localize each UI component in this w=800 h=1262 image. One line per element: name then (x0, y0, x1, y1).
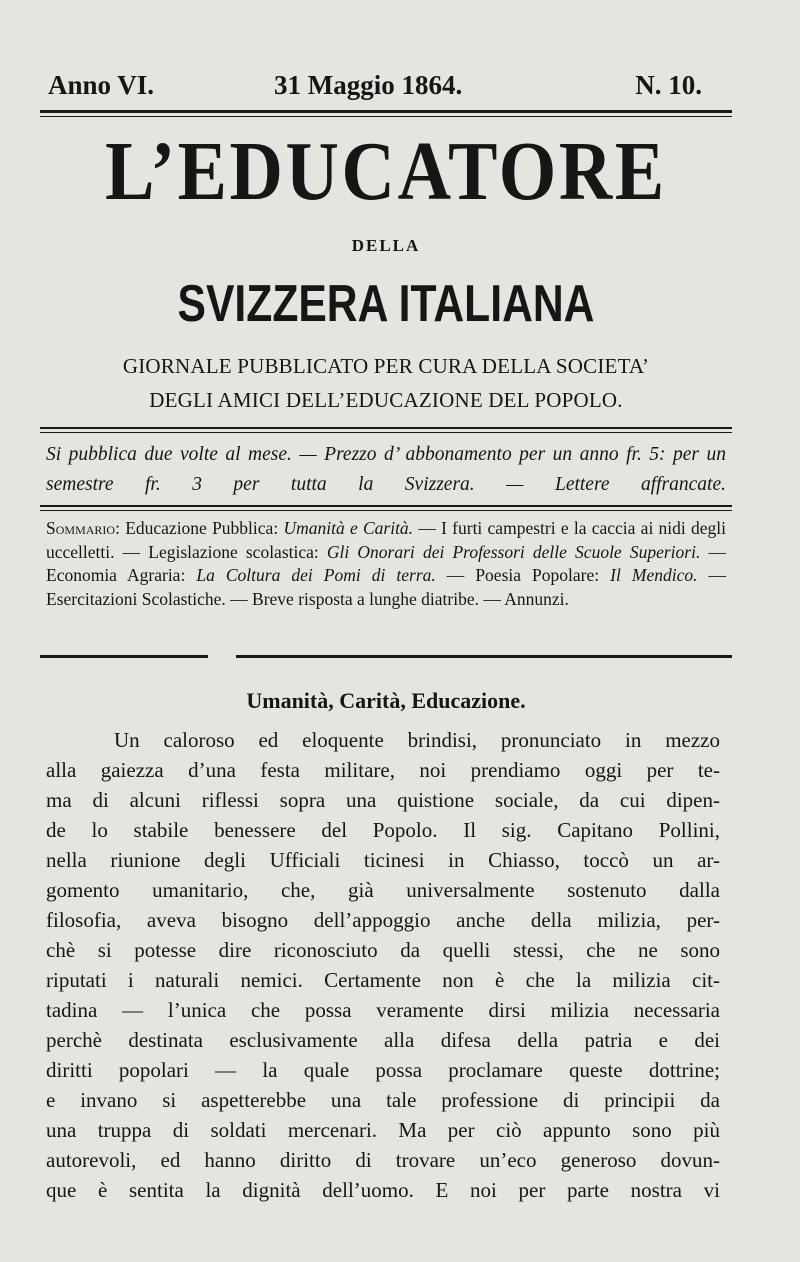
summary-section: — Poesia Popolare: (446, 565, 600, 585)
article-line: Un caloroso ed eloquente brindisi, pronunciato in mezzo (114, 728, 720, 752)
article-line: diritti popolari — la quale possa proclamare queste dottrine; (46, 1058, 720, 1082)
article-line: filosofia, aveva bisogno dell’appoggio anche della milizia, per- (46, 908, 720, 932)
masthead-title: L’EDUCATORE (105, 125, 667, 218)
article-line: autorevoli, ed hanno diritto di trovare un’eco generoso dovun- (46, 1148, 720, 1172)
summary-article-title: Il Mendico. (610, 565, 698, 585)
summary-article-title: Gli Onorari dei Professori delle Scuole Superiori. (326, 541, 701, 562)
article-line: e invano si aspetterebbe una tale professione di principii da (46, 1088, 720, 1112)
issue-year: Anno VI. (48, 70, 155, 100)
top-rule-thick (40, 110, 732, 113)
subscription-rule-bottom-thick (40, 505, 732, 507)
issue-line (48, 70, 702, 104)
summary-article-title: La Coltura dei Pomi di terra. (196, 565, 436, 585)
top-rule-thin (40, 116, 732, 117)
summary-label: Sommario: (46, 518, 120, 538)
article-line: tadina — l’unica che possa veramente dirsi milizia necessaria (46, 998, 720, 1022)
subscription-rule-top-thick (40, 427, 732, 429)
summary-section: Educazione Pubblica: (125, 518, 279, 538)
article-line: alla gaiezza d’una festa militare, noi prendiamo oggi per te- (46, 758, 720, 782)
masthead-della: DELLA (351, 236, 421, 255)
masthead-subtitle: SVIZZERA ITALIANA (177, 275, 595, 333)
masthead-tagline-2: DEGLI AMICI DELL’EDUCAZIONE DEL POPOLO. (149, 388, 623, 412)
summary-section: — Esercitazioni Scolastiche. — Breve risposta a lunghe diatribe. — Annunzi. (46, 565, 727, 609)
subscription-info: Si pubblica due volte al mese. — Prezzo d’ abbonamento per un anno fr. 5: per un semestre fr. 3 per tutta la Svizzera. — Lettere affrancate. (46, 444, 726, 495)
article-title: Umanità, Carità, Educazione. (246, 688, 526, 713)
summary-section: — I furti campestri e la caccia ai nidi degli uccelletti. — Legislazione scolastica: (46, 518, 727, 562)
subscription-rule-top-thin (40, 432, 732, 433)
summary-article-title: Umanità e Carità. (283, 518, 414, 538)
issue-number: N. 10. (635, 70, 702, 100)
article-line: que è sentita la dignità dell’uomo. E noi per parte nostra vi (46, 1178, 720, 1202)
article-line: nella riunione degli Ufficiali ticinesi in Chiasso, toccò un ar- (46, 848, 720, 872)
article-line: riputati i naturali nemici. Certamente non è che la milizia cit- (46, 968, 720, 992)
article-line: ma di alcuni riflessi sopra una quistione sociale, da cui dipen- (46, 788, 720, 812)
table-of-contents (46, 517, 726, 611)
article-line: una truppa di soldati mercenari. Ma per ciò appunto sono più (46, 1118, 720, 1142)
subscription-rule-bottom-thin (40, 510, 732, 511)
article-body (46, 725, 720, 1205)
article-line: de lo stabile benessere del Popolo. Il sig. Capitano Pollini, (46, 818, 720, 842)
issue-date: 31 Maggio 1864. (274, 70, 463, 100)
article-line: perchè destinata esclusivamente alla difesa della patria e dei (46, 1028, 720, 1052)
summary-section: — Economia Agraria: (46, 541, 726, 585)
article-line: chè si potesse dire riconosciuto da quelli stessi, che ne sono (46, 938, 720, 962)
summary-divider-right (236, 655, 732, 658)
masthead-tagline-1: GIORNALE PUBBLICATO PER CURA DELLA SOCIETA’ (122, 354, 650, 378)
summary-divider-left (40, 655, 208, 658)
article-line: gomento umanitario, che, già universalmente sostenuto dalla (46, 878, 720, 902)
